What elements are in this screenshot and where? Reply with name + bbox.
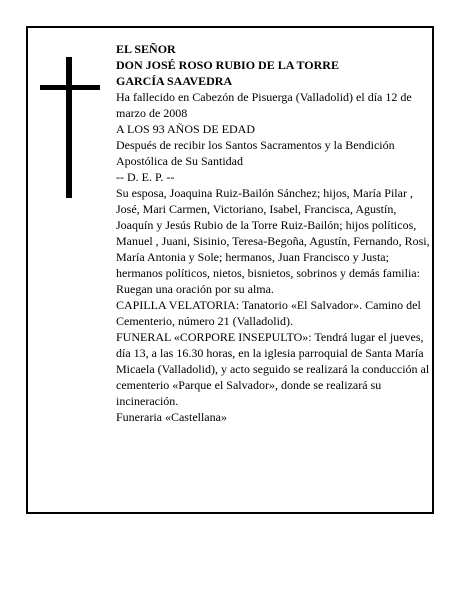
funeral-home: Funeraria «Castellana» bbox=[116, 410, 227, 424]
deceased-name-line-2: GARCÍA SAAVEDRA bbox=[116, 74, 233, 88]
deceased-name-line-1: DON JOSÉ ROSO RUBIO DE LA TORRE bbox=[116, 58, 339, 72]
cross-vertical-bar bbox=[66, 57, 72, 198]
family-list: Su esposa, Joaquina Ruiz-Bailón Sánchez; hijos, María Pilar , José, Mari Carmen, Victoriano, Isabel, Francisca, Agustín, Joaquín y Jesús Rubio de la Torre Ruiz-Bailón; hijos políticos, Manuel , Juani, Sisinio, Teresa-Begoña, Agustín, Fernando, Rosi, María Antonia y Sole; hermanos, Juan Francisco y Justa; hermanos políticos, nietos, bisnietos, sobrinos y demás familia: bbox=[116, 186, 430, 280]
chapel-info: CAPILLA VELATORIA: Tanatorio «El Salvador». Camino del Cementerio, número 21 (Valladolid). bbox=[116, 298, 421, 328]
obituary-notice bbox=[26, 26, 434, 514]
death-info: Ha fallecido en Cabezón de Pisuerga (Valladolid) el día 12 de marzo de 2008 bbox=[116, 90, 412, 120]
notice-heading: EL SEÑOR bbox=[116, 42, 176, 56]
rip-line: -- D. E. P. -- bbox=[116, 170, 175, 184]
prayer-line: Ruegan una oración por su alma. bbox=[116, 282, 274, 296]
age-line: A LOS 93 AÑOS DE EDAD bbox=[116, 122, 256, 136]
cross-icon bbox=[40, 57, 100, 198]
notice-body bbox=[116, 41, 430, 425]
funeral-info: FUNERAL «CORPORE INSEPULTO»: Tendrá lugar el jueves, día 13, a las 16.30 horas, en la iglesia parroquial de Santa María Micaela (Valladolid), y acto seguido se realizará la conducción al cementerio «Parque el Salvador», donde se realizará su incineración. bbox=[116, 330, 430, 408]
sacraments-line: Después de recibir los Santos Sacramentos y la Bendición Apostólica de Su Santidad bbox=[116, 138, 395, 168]
cross-horizontal-bar bbox=[40, 85, 100, 90]
